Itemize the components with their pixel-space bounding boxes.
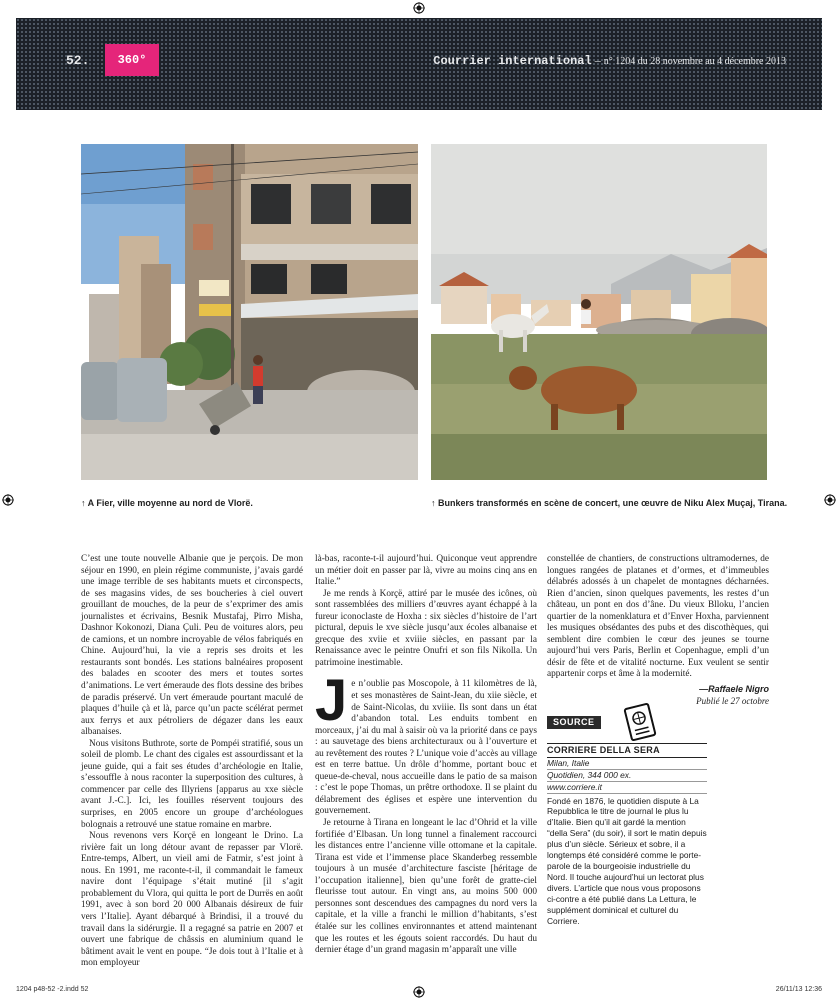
author-signature: —Raffaele Nigro: [699, 684, 769, 695]
print-slug-file: 1204 p48-52 -2.indd 52: [16, 986, 89, 993]
article-column-3: [547, 554, 769, 707]
caption-left-photo: ↑ A Fier, ville moyenne au nord de Vlorë.: [81, 498, 253, 508]
article-column-2: [315, 554, 537, 957]
registration-mark-bottom: [413, 986, 425, 998]
article-paragraph-dropcap: Je n’oublie pas Moscopole, à 11 kilomètres de là, et ses monastères de Saint-Jean, du xiie siècle, et de Saint-Nicolas, du xviiie. Ils sont dans un état d’abandon total. Les enduits tombent en morceaux, j’ai du mal à saisir où va la priorité dans ce pays : au sauvetage des biens architecturaux ou à l’ouverture et au revêtement des routes ? L’unique voie d’accès au village est en terre battue. Un drôle d’homme, portant bouc et queue-de-cheval, nous accueille dans le patio de sa maison : c’est le pope Thomas, un prêtre orthodoxe. Il se plaint du délabrement des églises et espère une intervention du gouvernement.: [315, 668, 537, 817]
article-paragraph: là-bas, raconte-t-il aujourd’hui. Quiconque veut apprendre un métier doit en passer par là, vivre au moins cinq ans en Italie.”: [315, 554, 537, 588]
article-paragraph: constellée de chantiers, de constructions ultramodernes, de longues rangées de platanes et d’ormes, et d’immeubles délabrés adossés à un chapelet de montagnes décharnées. Rien d’ancien, sinon quelques pavements, les restes d’un château, un pont en dos d’âne. Du vieux Blloku, l’ancien quartier de la nomenklatura et d’Enver Hoxha, parviennent les musiques obsédantes des pubs et des discothèques, qui semblent dire combien le cœur des jeunes se tourne aujourd’hui vers Paris, Berlin et Copenhague, empli d’un désir de fête et de vitalité nocturne. Eux veulent se sentir appartenir corps et âme à la modernité.: [547, 554, 769, 680]
source-description: Fondé en 1876, le quotidien dispute à La Repubblica le titre de journal le plus lu d’Italie. Bien qu’il ait gardé la mention “della Sera” (du soir), il sort le matin depuis plus d’un siècle. Sérieux et sobre, il a longtemps été considéré comme le porte-parole de la bourgeoisie industrielle du Nord. Il touche aujourd’hui un lectorat plus divers. L’article que nous vous proposons ci-contre a été publié dans La Lettura, le supplément dominical et culturel du Corriere.: [547, 795, 707, 926]
article-paragraph: Nous revenons vers Korçë en longeant le Drino. La rivière fait un long détour avant de repasser par Vlorë. Entre-temps, Albert, un vieil ami de Fatmir, s’est joint à nous. En 1991, me raconte-t-il, il commandait le fameux navire dont l’équipage s’était mutiné [il s’agit probablement du Vlora, qui quitta le port de Durrës en août 1991, avec à son bord 20 000 Albanais désireux de fuir vers l’Italie]. Ayant débarqué à Brindisi, il a trouvé du travail dans la sidérurgie. Il a regagné sa patrie en 2007 et ouvert une fabrique de châssis en aluminium quand le bâtiment avait le vent en poupe. “Je dois tout à l’Italie et à mon employeur: [81, 831, 303, 969]
registration-mark-top: [413, 2, 425, 14]
source-city: Milan, Italie: [547, 758, 707, 770]
source-paper-name: CORRIERE DELLA SERA: [547, 743, 707, 758]
source-frequency: Quotidien, 344 000 ex.: [547, 770, 707, 782]
source-tag: SOURCE: [547, 716, 601, 729]
caption-right-photo: ↑ Bunkers transformés en scène de concert, une œuvre de Niku Alex Muçaj, Tirana.: [431, 498, 788, 508]
publication-date: Publié le 27 octobre: [696, 695, 769, 706]
article-column-1: [81, 554, 303, 970]
drop-cap: J: [315, 668, 348, 734]
registration-mark-right: [824, 494, 836, 506]
print-slug-date: 26/11/13 12:36: [775, 986, 822, 993]
passport-icon: [620, 702, 660, 742]
article-paragraph: Je retourne à Tirana en longeant le lac d’Ohrid et la ville fortifiée d’Elbasan. Un long tunnel a finalement raccourci les distances entre l’ancienne ville ottomane et la capitale. Tirana est vide et l’immense place Skanderbeg ressemble toujours à un musée d’architecture fasciste [héritage de l’occupation italienne], bien qu’une forêt de gratte-ciel fleurisse tout autour. En vingt ans, au moins 500 000 personnes sont descendues des campagnes du nord vers la capitale, et la ville a franchi le million d’habitants, s’est étalée sur les collines environnantes et attend maintenant que les routes et les égouts soient raccordés. Du haut du dernier étage d’un grand magasin m’apparaît une ville: [315, 818, 537, 956]
rubric-badge: 360°: [105, 44, 159, 76]
article-paragraph: Nous visitons Buthrote, sorte de Pompéi stratifié, sous un soleil de plomb. Le chant des cigales est assourdissant et la jeune guide, qui a fait ses études d’archéologie en Italie, s’essouffle à nous raconter la superposition des cultures, à commencer par celle des Illyriens [apparus au xxe siècle avant J.-C.]. Ici, les fouilles réservent toujours des surprises, en 2005 encore un groupe d’archéologues bolognais a retrouvé une statue romaine en marbre.: [81, 738, 303, 830]
article-paragraph: C’est une toute nouvelle Albanie que je perçois. De mon séjour en 1990, en plein régime communiste, j’avais gardé une image terrible de ses habitants muets et circonspects, de ses magasins vides, de ses boucheries à ciel ouvert grouillant de mouches, de la peur de s’exprimer des amis journalistes et écrivains, Besnik Mustafaj, Pirro Misha, Dashnor Kokonozi, Diana Çuli. Peu de voitures alors, peu de camions, et un nombre incroyable de vélos fabriqués en Chine. Aujourd’hui, la vie a repris ses droits et les restaurants sont bondés. Les stations balnéaires proposent des balades en scooter des mers et toutes sortes d’animations. Le vert émeraude des flots dessine des bribes de paradis préservé. Un vert émeraude pourtant maculé de plaques d’huile çà et là, parce qu’un pacte scélérat permet aux ferrys et aux pétroliers de dégazer dans les eaux albanaises.: [81, 554, 303, 738]
issue-info: n° 1204 du 28 novembre au 4 décembre 2013: [603, 56, 786, 67]
source-website[interactable]: www.corriere.it: [547, 782, 707, 794]
running-head: Courrier international – n° 1204 du 28 novembre au 4 décembre 2013: [433, 53, 786, 68]
photo-bunkers-tirana: [431, 144, 767, 480]
publication-name: Courrier international: [433, 54, 592, 68]
registration-mark-left: [2, 494, 14, 506]
article-paragraph: Je me rends à Korçë, attiré par le musée des icônes, où sont rassemblées des milliers d’œuvres ayant échappé à la fureur iconoclaste de Hoxha : six siècles d’histoire de l’art pictural, depuis le xve siècle jusqu’aux écoles albanaise et grecque des xviie et xviiie siècles, en passant par la Renaissance avec le peintre Onufri et son fils Nikolla. Un patrimoine inestimable.: [315, 588, 537, 668]
source-box: [547, 716, 707, 926]
page-number: 52.: [66, 53, 90, 68]
photo-fier-street: [81, 144, 418, 480]
